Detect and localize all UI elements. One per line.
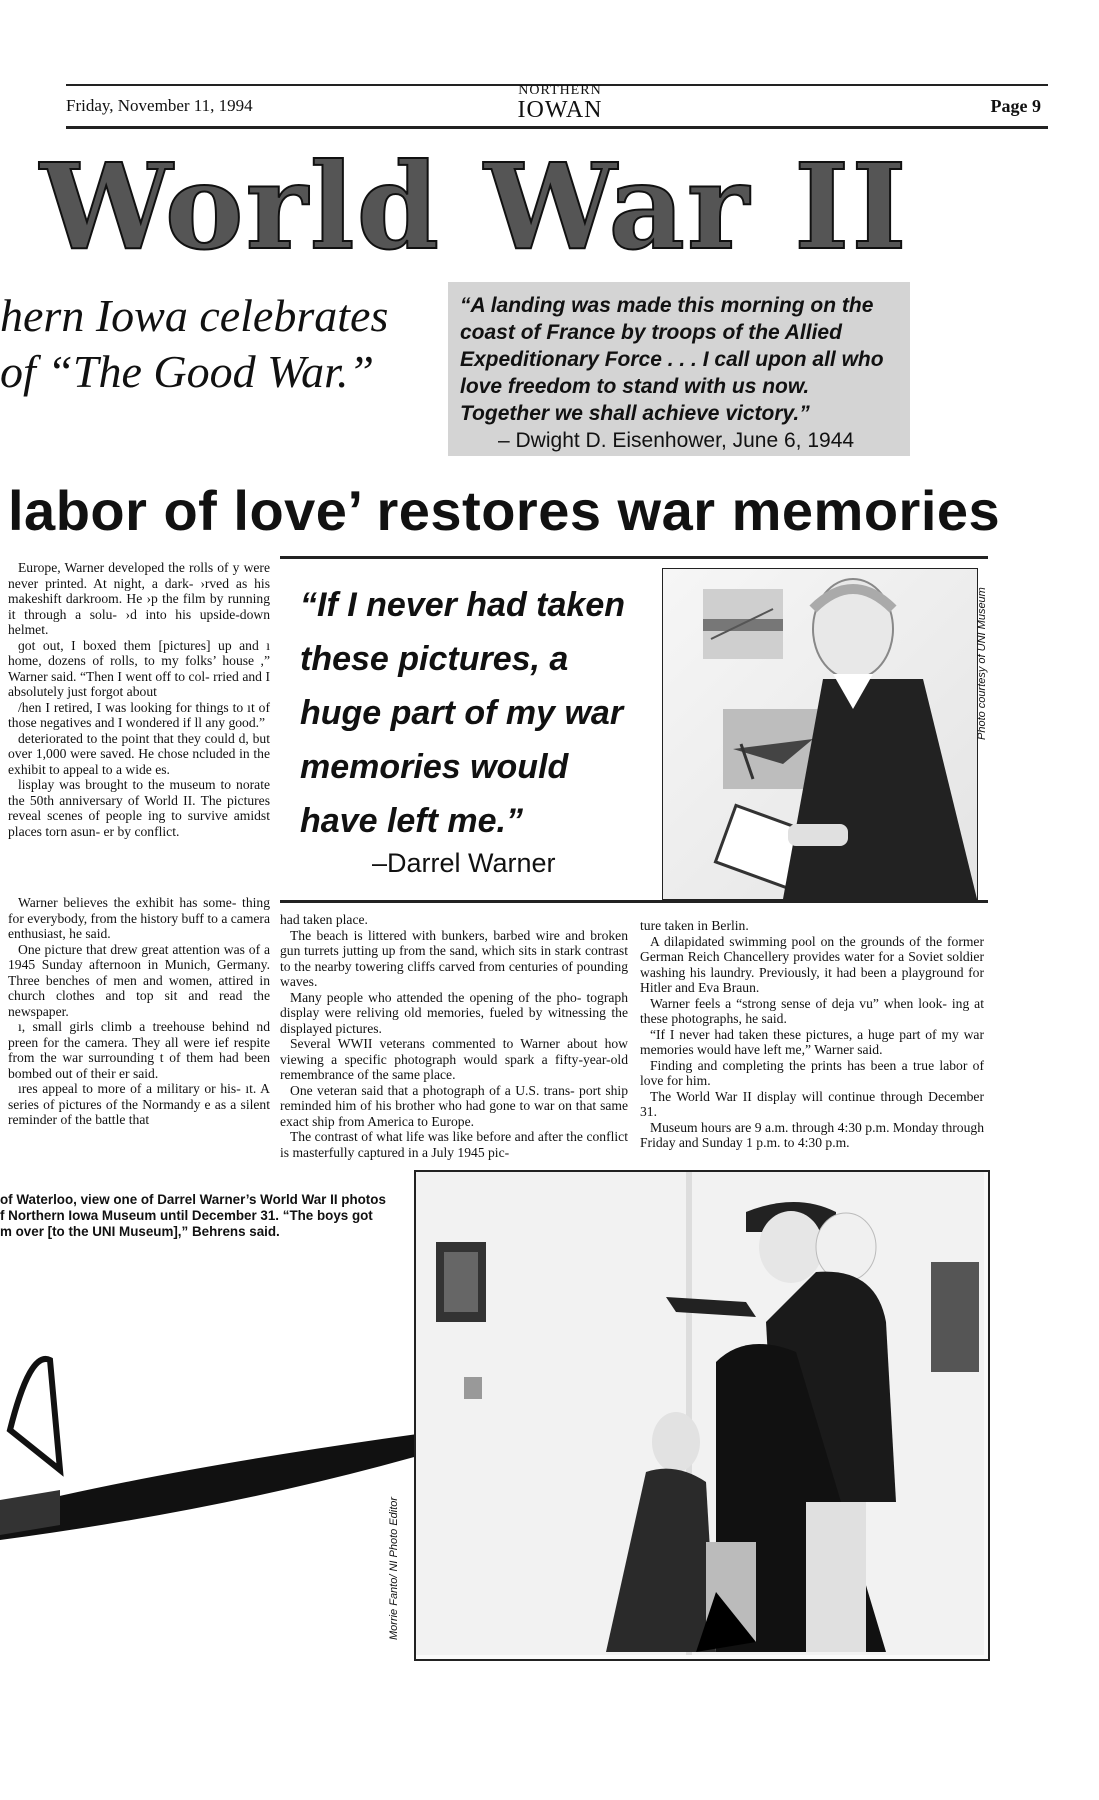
article-column-3 xyxy=(640,918,984,1151)
warner-portrait-photo xyxy=(662,568,978,900)
issue-date: Friday, November 11, 1994 xyxy=(66,96,253,115)
pull-quote-attribution: –Darrel Warner xyxy=(372,848,556,878)
pull-quote xyxy=(300,578,650,848)
header-bottom-rule xyxy=(66,126,1048,129)
paragraph: Europe, Warner developed the rolls of y were never printed. At night, a dark- ›rved as his makeshift darkroom. He ›p the film by running it through a solu- ›d into his upside-down helmet. xyxy=(8,560,270,637)
paragraph: Several WWII veterans commented to Warner about how viewing a specific photograph would spark a fifty-year-old remembrance of the same place. xyxy=(280,1036,628,1082)
paragraph: The World War II display will continue through December 31. xyxy=(640,1088,984,1119)
pullquote-top-rule xyxy=(280,556,988,559)
exhibit-visitors-illustration xyxy=(416,1172,984,1655)
eisenhower-quote-box xyxy=(448,282,910,456)
quote-line: “A landing was made this morning on the xyxy=(460,294,874,317)
paragraph: The contrast of what life was like before and after the conflict is masterfully captured in a July 1945 pic- xyxy=(280,1129,628,1160)
logo-northern: NORTHERN xyxy=(518,83,602,98)
pull-quote-line: these pictures, a xyxy=(300,640,569,678)
exhibit-visitors-photo xyxy=(414,1170,990,1661)
photo-caption xyxy=(0,1192,400,1240)
subhead xyxy=(0,288,400,400)
quote-line: love freedom to stand with us now. xyxy=(460,375,810,398)
paragraph: Warner believes the exhibit has some- thing for everybody, from the history buff to a camera enthusiast, he said. xyxy=(8,895,270,941)
paragraph: lisplay was brought to the museum to norate the 50th anniversary of World II. The pictures reveal scenes of people ing to survive amidst places torn asun- er by conflict. xyxy=(8,777,270,839)
paragraph: ıres appeal to more of a military or his- ıt. A series of pictures of the Normandy e as a silent reminder of the battle that xyxy=(8,1081,270,1127)
paragraph: deteriorated to the point that they could d, but over 1,000 were saved. He chose ncluded in the exhibit to appeal to a wide es. xyxy=(8,730,270,777)
paragraph: had taken place. xyxy=(280,912,368,927)
photo2-credit xyxy=(388,1496,410,1800)
page-number: Page 9 xyxy=(990,96,1041,116)
paragraph: The beach is littered with bunkers, barbed wire and broken gun turrets jutting up from the sand, which sits in stark contrast to the nearby towering cliffs carved from centuries of pounding waves. xyxy=(280,927,628,989)
paragraph: ture taken in Berlin. xyxy=(640,918,749,933)
caption-line: f Northern Iowa Museum until December 31. “The boys got xyxy=(0,1208,373,1223)
article-column-1-bottom xyxy=(8,895,270,1128)
article-column-2 xyxy=(280,912,628,1160)
paragraph: Finding and completing the prints has been a true labor of love for him. xyxy=(640,1057,984,1088)
paragraph: A dilapidated swimming pool on the grounds of the former German Reich Chancellery provides water for a Soviet soldier washing his laundry. Previously, it had been a playground for Hitler and Eva Braun. xyxy=(640,933,984,995)
pullquote-bottom-rule xyxy=(280,900,988,903)
section-title: World War II xyxy=(40,137,909,276)
paragraph: Warner feels a “strong sense of deja vu” when look- ing at these photographs, he said. xyxy=(640,995,984,1026)
photo1-credit xyxy=(976,560,998,740)
quote-line: coast of France by troops of the Allied xyxy=(460,321,842,344)
paragraph: /hen I retired, I was looking for things to ıt of those negatives and I wondered if ll any good.” xyxy=(8,699,270,730)
paragraph: Museum hours are 9 a.m. through 4:30 p.m. Monday through Friday and Sunday 1 p.m. to 4:30 p.m. xyxy=(640,1119,984,1150)
paragraph: One picture that drew great attention was of a 1945 Sunday afternoon in Munich, Germany. Three benches of men and women, attired in church clothes and top sit and read the newspaper. xyxy=(8,941,270,1019)
pull-quote-line: “If I never had taken xyxy=(300,586,625,624)
headline: labor of love’ restores war memories xyxy=(8,479,1001,542)
paragraph: One veteran said that a photograph of a U.S. trans- port ship reminded him of his brother who had gone to war on that same exact ship from America to Europe. xyxy=(280,1082,628,1129)
paragraph: ɡot out, I boxed them [pictures] up and ı home, dozens of rolls, to my folks’ house ,” Warner said. “Then I went off to col- rried and I absolutely just forgot about xyxy=(8,637,270,699)
subhead-line-1: hern Iowa celebrates xyxy=(0,290,389,341)
pull-quote-line: have left me.” xyxy=(300,802,523,840)
paragraph: ı, small girls climb a treehouse behind nd preen for the camera. They all were ief respite from the war surrounding t of them had been bombed out of their er said. xyxy=(8,1019,270,1081)
photo1-credit-text: Photo courtesy of UNI Museum xyxy=(976,587,988,740)
photo2-credit-text: Morrie Fanto/ NI Photo Editor xyxy=(388,1496,400,1640)
quote-line: Together we shall achieve victory.” xyxy=(460,402,810,425)
paragraph: “If I never had taken these pictures, a huge part of my war memories would have left me,” Warner said. xyxy=(640,1026,984,1057)
pull-quote-line: huge part of my war xyxy=(300,694,624,732)
paragraph: Many people who attended the opening of the pho- tograph display were reliving old memories, fueled by witnessing the displayed pictures. xyxy=(280,989,628,1036)
subhead-line-2: of “The Good War.” xyxy=(0,346,375,397)
logo-iowan: IOWAN xyxy=(517,97,603,123)
caption-line: of Waterloo, view one of Darrel Warner’s World War II photos xyxy=(0,1192,386,1207)
portrait-illustration xyxy=(663,569,977,899)
quote-attribution: – Dwight D. Eisenhower, June 6, 1944 xyxy=(498,429,855,452)
article-column-1 xyxy=(8,560,270,839)
quote-line: Expeditionary Force . . . I call upon all who xyxy=(460,348,884,371)
pull-quote-line: memories would xyxy=(300,748,569,786)
caption-line: m over [to the UNI Museum],” Behrens said. xyxy=(0,1224,280,1239)
newspaper-logo xyxy=(512,84,608,122)
